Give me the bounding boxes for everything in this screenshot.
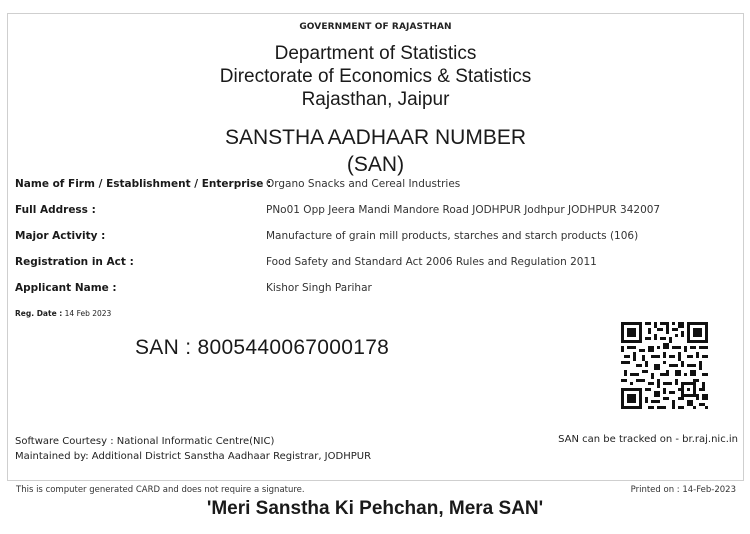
field-row-address [15,204,715,230]
field-row-applicant-name [15,282,715,308]
field-row-firm-name [15,178,715,204]
field-label: Applicant Name : [15,282,117,294]
details-list [15,178,715,308]
tagline: 'Meri Sanstha Ki Pehchan, Mera SAN' [206,498,544,519]
tracking-info: SAN can be tracked on - br.raj.nic.in [558,434,738,445]
field-value: Food Safety and Standard Act 2006 Rules and Regulation 2011 [266,256,597,268]
field-value: PNo01 Opp Jeera Mandi Mandore Road JODHPUR Jodhpur JODHPUR 342007 [266,204,661,216]
footer-credits [15,434,371,464]
field-label: Name of Firm / Establishment / Enterprise : [15,178,272,190]
field-label: Registration in Act : [15,256,134,268]
maintained-by: Maintained by: Additional District Sanstha Aadhaar Registrar, JODHPUR [15,451,372,462]
printed-on: Printed on : 14-Feb-2023 [630,485,736,495]
qr-code-icon [621,322,708,409]
directorate-name: Directorate of Economics & Statistics [219,66,532,87]
field-row-major-activity [15,230,715,256]
department-name: Department of Statistics [274,43,477,64]
location-name: Rajasthan, Jaipur [301,89,450,110]
field-label: Major Activity : [15,230,106,242]
department-block [8,42,743,111]
field-label: Full Address : [15,204,96,216]
card-title [8,124,743,178]
reg-date-label: Reg. Date : [15,309,63,318]
disclaimer: This is computer generated CARD and does not require a signature. [16,485,305,495]
card-title-line1: SANSTHA AADHAAR NUMBER [224,126,527,149]
software-courtesy: Software Courtesy : National Informatic Centre(NIC) [15,436,275,447]
field-value: Organo Snacks and Cereal Industries [266,178,461,190]
card-title-line2: (SAN) [346,153,405,176]
government-heading: GOVERNMENT OF RAJASTHAN [299,22,452,32]
field-value: Kishor Singh Parihar [266,282,372,294]
reg-date [15,309,111,318]
field-row-registration-act [15,256,715,282]
field-value: Manufacture of grain mill products, starches and starch products (106) [266,230,639,242]
san-number: SAN : 8005440067000178 [135,336,390,359]
reg-date-value: 14 Feb 2023 [64,309,112,318]
